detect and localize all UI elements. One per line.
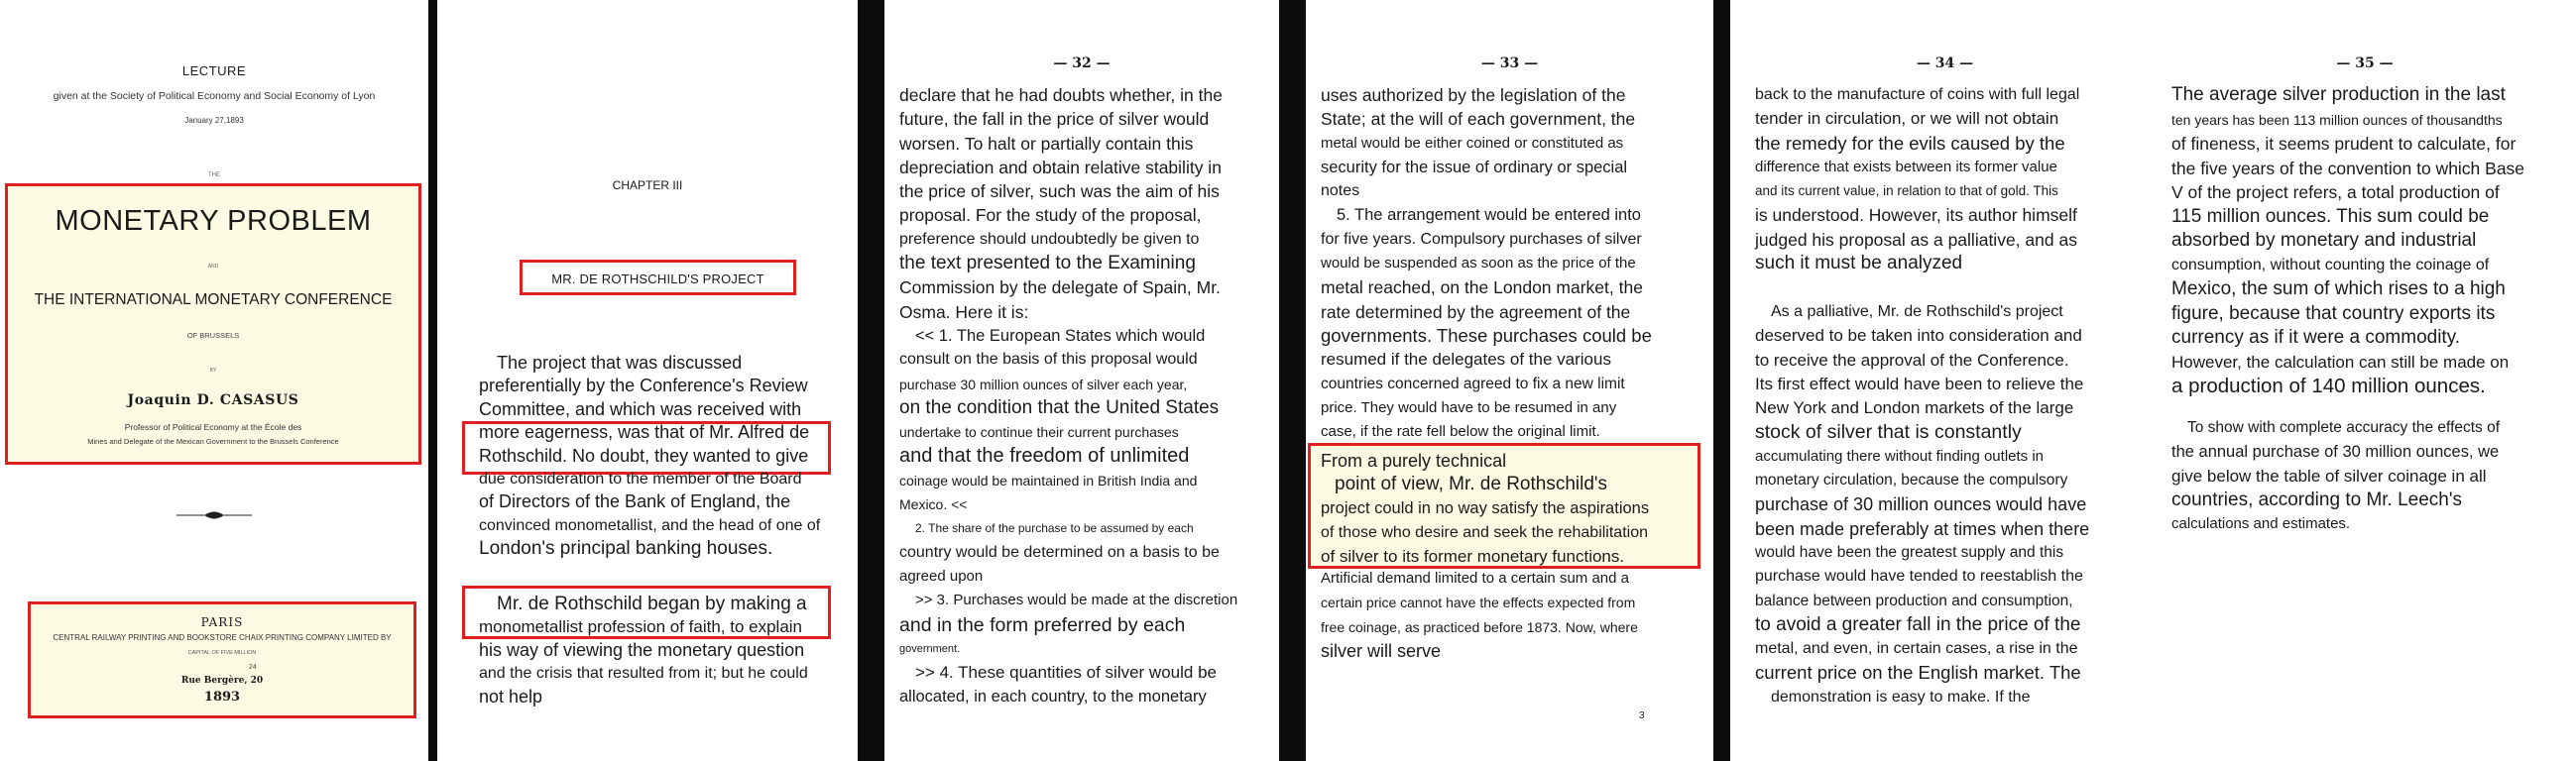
- text-line: and its current value, in relation to that of gold. This: [1755, 183, 2058, 199]
- text-line: agreed upon: [899, 567, 984, 585]
- text-line: of Directors of the Bank of England, the: [479, 491, 791, 512]
- text-line: project could in no way satisfy the aspirations: [1321, 499, 1650, 518]
- text-line: consult on the basis of this proposal would: [899, 351, 1198, 369]
- text-line: Mexico, the sum of which rises to a high: [2171, 278, 2506, 299]
- text-line: been made preferably at times when there: [1755, 518, 2090, 539]
- text-line: the remedy for the evils caused by the: [1755, 132, 2065, 154]
- ornament-divider: [175, 507, 254, 523]
- text-line: declare that he had doubts whether, in the: [899, 85, 1223, 105]
- page-35-body-top: [2171, 83, 2524, 399]
- text-line: government.: [899, 642, 961, 655]
- text-line: allocated, in each country, to the monetary: [899, 688, 1207, 707]
- text-line: free coinage, as practiced before 1873. Now, where: [1321, 618, 1638, 635]
- text-line: calculations and estimates.: [2171, 515, 2351, 533]
- text-line: New York and London markets of the large: [1755, 398, 2074, 418]
- text-line: tender in circulation, or we will not obtain: [1755, 109, 2059, 129]
- text-line: on the condition that the United States: [899, 396, 1220, 418]
- page-33: [1306, 0, 1713, 761]
- text-line: However, the calculation can still be made on: [2171, 352, 2510, 372]
- text-line: rate determined by the agreement of the: [1321, 301, 1631, 322]
- text-line: to avoid a greater fall in the price of the: [1755, 613, 2081, 635]
- text-line: accumulating there without finding outlets in: [1755, 447, 2045, 465]
- text-line: >> 3. Purchases would be made at the discretion: [915, 592, 1238, 609]
- text-line: To show with complete accuracy the effects of: [2187, 419, 2501, 436]
- text-line: price. They would have to be resumed in any: [1321, 398, 1617, 416]
- text-line: From a purely technical: [1321, 451, 1507, 471]
- text-line: demonstration is easy to make. If the: [1771, 688, 2031, 706]
- page-number: — 35 —: [2336, 55, 2394, 71]
- page-34-body-top: [1755, 83, 2079, 275]
- text-line: judged his proposal as a palliative, and as: [1755, 229, 2077, 250]
- text-line: and that the freedom of unlimited: [899, 445, 1190, 468]
- text-line: Osma. Here it is:: [899, 301, 1029, 322]
- text-line: Mr. de Rothschild began by making a: [497, 594, 807, 614]
- text-line: a production of 140 million ounces.: [2171, 375, 2486, 397]
- page-32: [884, 0, 1279, 761]
- publisher-city: PARIS: [200, 615, 244, 629]
- lecture-date: January 27,1893: [184, 116, 244, 125]
- text-line: preferentially by the Conference's Review: [479, 376, 808, 396]
- text-line: Its first effect would have been to relieve the: [1755, 374, 2084, 393]
- text-line: stock of silver that is constantly: [1755, 421, 2022, 444]
- book-title: MONETARY PROBLEM: [55, 205, 372, 237]
- text-line: and the crisis that resulted from it; but he could: [479, 665, 808, 683]
- publisher-highlight-box: [28, 601, 416, 718]
- page-number: — 32 —: [1053, 55, 1111, 71]
- publication-year: 1893: [203, 690, 241, 705]
- text-line: Committee, and which was received with: [479, 398, 802, 419]
- text-line: depreciation and obtain relative stability in: [899, 157, 1222, 177]
- lecture-label: LECTURE: [181, 63, 247, 78]
- text-line: absorbed by monetary and industrial: [2171, 230, 2477, 251]
- text-line: countries concerned agreed to fix a new limit: [1321, 375, 1625, 392]
- text-line: proposal. For the study of the proposal,: [899, 205, 1202, 226]
- text-line: purchase 30 million ounces of silver each year,: [899, 376, 1188, 392]
- page-34-body-bottom: [1755, 300, 2089, 709]
- page-32-body: [899, 83, 1237, 709]
- text-line: London's principal banking houses.: [479, 538, 773, 560]
- text-line: consumption, without counting the coinage of: [2171, 256, 2490, 273]
- text-line: Mexico. <<: [899, 496, 968, 513]
- text-line: metal would be either coined or constituted as: [1321, 134, 1624, 152]
- text-line: undertake to continue their current purchases: [899, 424, 1179, 441]
- publisher-address: Rue Bergère, 20: [180, 676, 264, 686]
- text-line: of those who desire and seek the rehabilitation: [1321, 523, 1648, 541]
- title-highlight-box: [5, 183, 421, 465]
- text-line: governments. These purchases could be: [1321, 324, 1652, 346]
- the-label: THE: [208, 172, 220, 178]
- text-line: uses authorized by the legislation of the: [1321, 85, 1626, 105]
- text-line: would have been the greatest supply and this: [1755, 543, 2064, 561]
- text-line: Artificial demand limited to a certain sum and a: [1321, 570, 1629, 587]
- text-line: 5. The arrangement would be entered into: [1337, 206, 1641, 225]
- text-line: The average silver production in the last: [2171, 84, 2506, 105]
- text-line: his way of viewing the monetary question: [479, 639, 805, 660]
- text-line: due consideration to the member of the Board: [479, 471, 802, 489]
- text-line: ten years has been 113 million ounces of thousandths: [2171, 111, 2503, 128]
- text-line: of fineness, it seems prudent to calculate, for: [2171, 134, 2517, 154]
- address-number: 24: [249, 664, 257, 671]
- chapter-label: CHAPTER III: [612, 178, 683, 192]
- text-line: security for the issue of ordinary or special: [1321, 158, 1628, 176]
- text-line: 2. The share of the purchase to be assumed by each: [915, 521, 1194, 536]
- page-title-page: [0, 0, 428, 761]
- paragraph-profession-of-faith: [479, 593, 808, 708]
- text-line: purchase of 30 million ounces would have: [1755, 494, 2087, 515]
- page-number: — 33 —: [1480, 55, 1539, 71]
- text-line: >> 4. These quantities of silver would be: [915, 663, 1217, 683]
- and-label: AND: [207, 264, 219, 270]
- text-line: future, the fall in the price of silver would: [899, 109, 1210, 130]
- text-line: balance between production and consumption,: [1755, 592, 2073, 609]
- text-line: silver will serve: [1321, 640, 1442, 661]
- text-line: of silver to its former monetary functions.: [1321, 546, 1625, 566]
- publisher-name: CENTRAL RAILWAY PRINTING AND BOOKSTORE CHAIX PRINTING COMPANY LIMITED BY: [53, 633, 392, 642]
- page-35-body-bottom: [2171, 416, 2500, 536]
- text-line: Commission by the delegate of Spain, Mr.: [899, 277, 1221, 298]
- page-33-body-bottom: [1321, 567, 1638, 663]
- text-line: State; at the will of each government, the: [1321, 109, 1636, 130]
- text-line: not help: [479, 686, 543, 707]
- text-line: the text presented to the Examining: [899, 253, 1196, 274]
- text-line: << 1. The European States which would: [915, 326, 1206, 345]
- text-line: monometallist profession of faith, to explain: [479, 617, 803, 637]
- text-line: figure, because that country exports its: [2171, 302, 2496, 324]
- text-line: monetary circulation, because the compulsory: [1755, 472, 2068, 489]
- text-line: country would be determined on a basis to be: [899, 543, 1220, 561]
- text-line: for five years. Compulsory purchases of silver: [1321, 230, 1642, 248]
- by-label: BY: [209, 368, 217, 374]
- chapter-heading-box: [520, 260, 796, 295]
- text-line: resumed if the delegates of the various: [1321, 350, 1611, 370]
- text-line: such it must be analyzed: [1755, 253, 1963, 274]
- author-title-1: Professor of Political Economy at the École des: [124, 422, 302, 432]
- text-line: worsen. To halt or partially contain this: [899, 133, 1194, 154]
- author-name: Joaquin D. CASASUS: [127, 392, 299, 408]
- text-line: give below the table of silver coinage in all: [2171, 466, 2487, 486]
- text-line: preference should undoubtedly be given to: [899, 230, 1200, 248]
- text-line: countries, according to Mr. Leech's: [2171, 489, 2462, 510]
- text-line: V of the project refers, a total production of: [2171, 182, 2500, 202]
- book-subtitle: THE INTERNATIONAL MONETARY CONFERENCE: [34, 291, 393, 308]
- text-line: current price on the English market. The: [1755, 662, 2081, 684]
- text-line: the price of silver, such was the aim of his: [899, 181, 1220, 202]
- text-line: convinced monometallist, and the head of one of: [479, 516, 821, 534]
- text-line: the five years of the convention to which Base: [2171, 158, 2525, 178]
- text-line: As a palliative, Mr. de Rothschild's project: [1771, 303, 2063, 320]
- text-line: coinage would be maintained in British India and: [899, 472, 1198, 489]
- lecture-venue: given at the Society of Political Economy and Social Economy of Lyon: [53, 90, 376, 102]
- text-line: the annual purchase of 30 million ounces, we: [2171, 443, 2500, 462]
- text-line: certain price cannot have the effects expected from: [1321, 595, 1636, 611]
- author-title-2: Mines and Delegate of the Mexican Government to the Brussels Conference: [87, 437, 339, 446]
- text-line: case, if the rate fell below the original limit.: [1321, 423, 1600, 441]
- text-line: to receive the approval of the Conference.: [1755, 350, 2069, 370]
- text-line: purchase would have tended to reestablish the: [1755, 568, 2083, 586]
- text-line: deserved to be taken into consideration and: [1755, 326, 2082, 346]
- paragraph-project-intro: [479, 352, 820, 561]
- text-line: would be suspended as soon as the price of the: [1321, 255, 1636, 272]
- page-33-body-top: [1321, 83, 1652, 444]
- text-line: 115 million ounces. This sum could be: [2171, 205, 2490, 227]
- highlight-box-technical-view: [1308, 443, 1700, 569]
- page-number: — 34 —: [1916, 55, 1974, 71]
- text-line: point of view, Mr. de Rothschild's: [1335, 474, 1608, 495]
- text-line: currency as if it were a commodity.: [2171, 327, 2461, 348]
- highlighted-passage: [1321, 449, 1649, 569]
- text-line: back to the manufacture of coins with full legal: [1755, 86, 2080, 103]
- text-line: metal, and even, in certain cases, a rise in the: [1755, 640, 2078, 658]
- page-35: [2154, 0, 2576, 761]
- chapter-heading: MR. DE ROTHSCHILD'S PROJECT: [551, 272, 764, 286]
- page-chapter-3: [437, 0, 858, 761]
- text-line: notes: [1321, 182, 1360, 200]
- text-line: is understood. However, its author himself: [1755, 205, 2077, 226]
- text-line: The project that was discussed: [497, 353, 743, 373]
- text-line: metal reached, on the London market, the: [1321, 277, 1643, 298]
- publisher-capital: CAPITAL OF FIVE MILLION: [187, 650, 257, 656]
- page-34: [1730, 0, 2160, 761]
- signature-mark: 3: [1639, 710, 1645, 721]
- text-line: Rothschild. No doubt, they wanted to give: [479, 445, 809, 466]
- text-line: more eagerness, was that of Mr. Alfred de: [479, 422, 810, 443]
- text-line: and in the form preferred by each: [899, 613, 1186, 636]
- text-line: difference that exists between its former value: [1755, 158, 2057, 175]
- of-brussels-label: OF BRUSSELS: [186, 331, 240, 340]
